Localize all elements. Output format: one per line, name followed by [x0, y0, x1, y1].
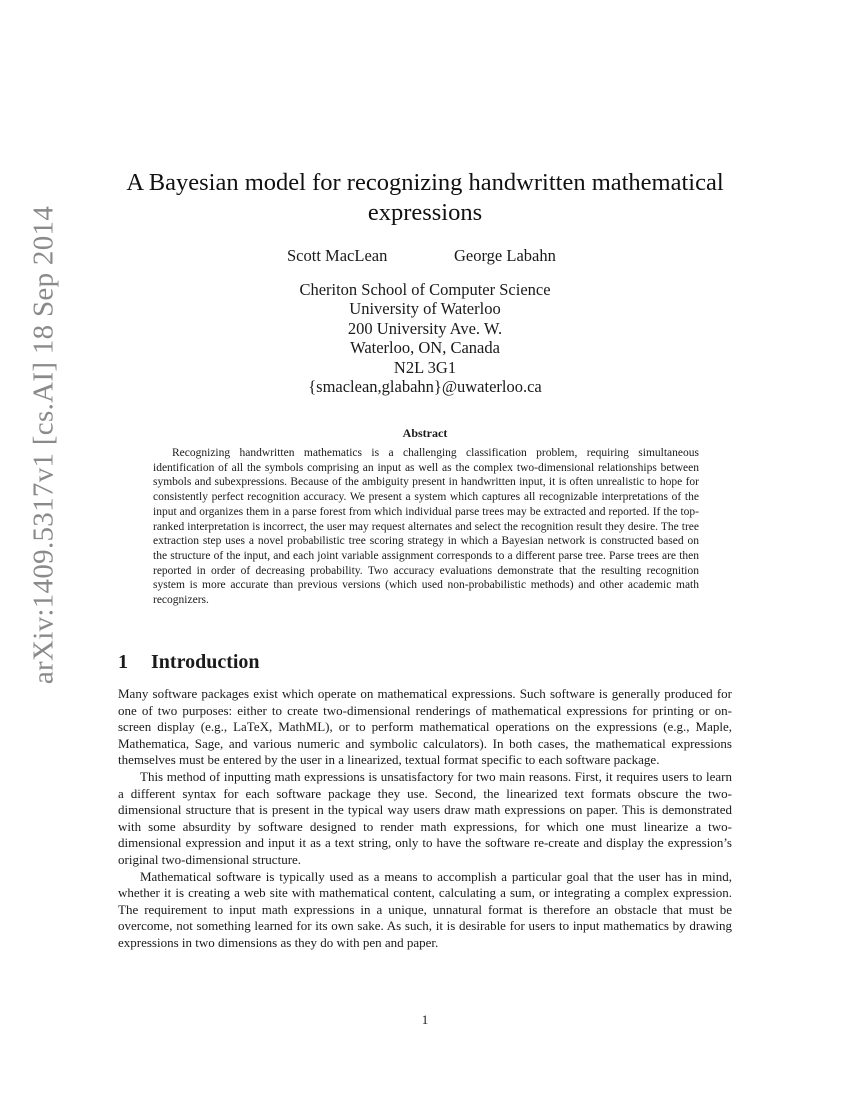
- abstract-body: [153, 446, 699, 608]
- affiliation-university: University of Waterloo: [349, 299, 501, 319]
- section-heading: [118, 651, 260, 674]
- body-paragraph: Mathematical software is typically used as a means to accomplish a particular goal that the user has in mind, whether it is creating a web site with mathematical content, calculating a sum, or integrating a complex expression. The requirement to input math expressions in a unique, unnatural format is therefore an obstacle that must be overcome, not something learned for its own sake. As such, it is desirable for users to input mathematics by drawing expressions in two dimensions as they do with pen and paper.: [118, 868, 732, 950]
- body-paragraph: This method of inputting math expressions is unsatisfactory for two main reasons. First, it requires users to learn a different syntax for each software package they use. Second, the linearized text formats obscure the two-dimensional structure that is present in the typical way users draw math expressions on paper. This is demonstrated with some absurdity by software designed to render math expressions, for which one must linearize a two-dimensional expression and input it as a text string, only to have the software re-create and display the expression’s original two-dimensional structure.: [118, 768, 732, 867]
- page-number: 1: [421, 1012, 429, 1027]
- affiliation-school: Cheriton School of Computer Science: [299, 280, 551, 299]
- author-name: Scott MacLean: [287, 246, 388, 265]
- section-title: Introduction: [151, 651, 260, 673]
- affiliation-street: 200 University Ave. W.: [347, 318, 503, 338]
- affiliation-block: [225, 280, 625, 396]
- arxiv-identifier: arXiv:1409.5317v1 [cs.AI] 18 Sep 2014: [27, 205, 60, 685]
- author-name: George Labahn: [454, 246, 556, 265]
- paper-title: A Bayesian model for recognizing handwritten mathematical expressions: [126, 169, 724, 226]
- abstract-text: Recognizing handwritten mathematics is a challenging classification problem, requiring simultaneous identification of all the symbols comprising an input as well as the complex two-dimensional relationships between symbols and subexpressions. Because of the ambiguity present in handwritten input, it is often unrealistic to hope for consistently perfect recognition accuracy. We present a system which captures all recognizable interpretations of the input and organizes them in a parse forest from which individual parse trees may be extracted and reported. If the top-ranked interpretation is incorrect, the user may request alternates and select the recognition result they desire. The tree extraction step uses a novel probabilistic tree scoring strategy in which a Bayesian network is constructed based on the structure of the input, and each joint variable assignment corresponds to a different parse tree. Parse trees are then reported in order of decreasing probability. Two accuracy evaluations demonstrate that the resulting recognition system is more accurate than previous versions (which used non-probabilistic methods) and other academic math recognizers.: [153, 447, 699, 607]
- body-paragraph: Many software packages exist which operate on mathematical expressions. Such software is generally produced for one of two purposes: either to create two-dimensional renderings of mathematical expressions for printing or on-screen display (e.g., LaTeX, MathML), or to perform mathematical operations on the expressions (e.g., Maple, Mathematica, Sage, and various numeric and symbolic calculators). In both cases, the mathematical expressions themselves must be entered by the user in a linearized, textual format specific to each software package.: [118, 686, 732, 768]
- affiliation-city: Waterloo, ON, Canada: [350, 338, 500, 358]
- section-number: 1: [118, 651, 128, 673]
- affiliation-postal-code: N2L 3G1: [393, 357, 457, 377]
- author-list: [285, 246, 575, 266]
- arxiv-sidebar: [24, 205, 64, 685]
- section-body: [118, 686, 732, 952]
- abstract-heading: Abstract: [402, 426, 448, 440]
- affiliation-email: {smaclean,glabahn}@uwaterloo.ca: [308, 376, 542, 396]
